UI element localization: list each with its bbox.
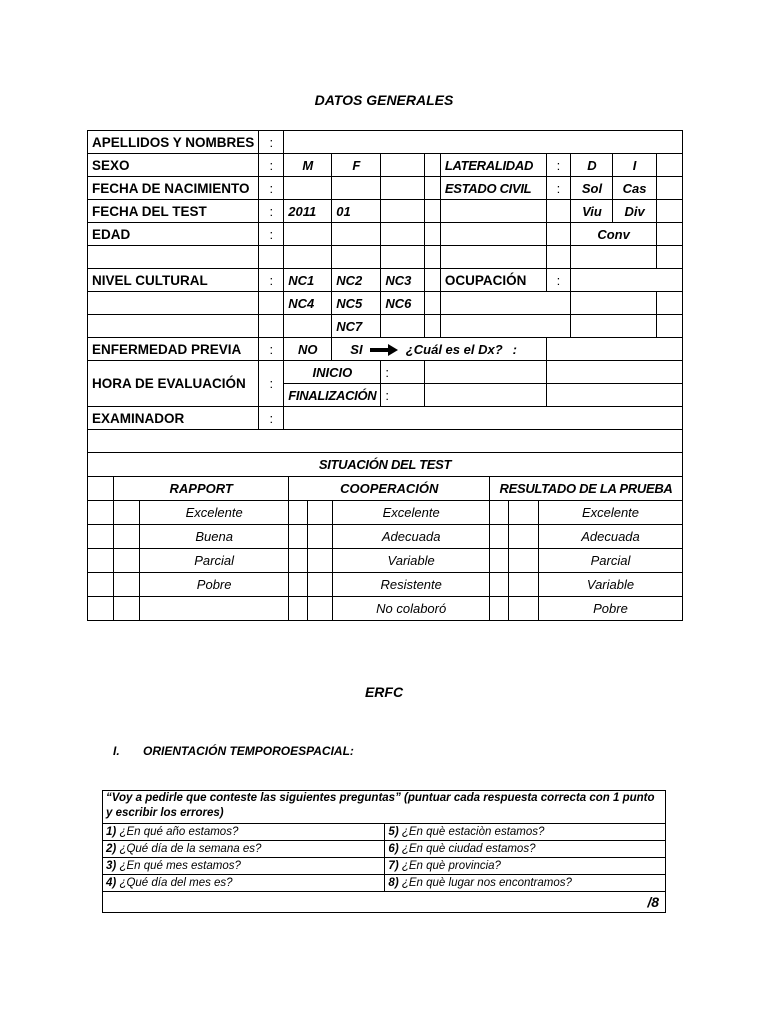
- colon: :: [259, 407, 284, 430]
- label-hora-evaluacion: HORA DE EVALUACIÓN: [88, 361, 259, 407]
- enfermedad-si[interactable]: SI: [350, 341, 363, 357]
- resultado-option: Parcial: [538, 549, 682, 573]
- resultado-option: Adecuada: [538, 525, 682, 549]
- rapport-check[interactable]: [113, 597, 139, 621]
- question-7: 7) ¿En què provincia?: [385, 858, 666, 875]
- cooperacion-option: Adecuada: [333, 525, 490, 549]
- label-ocupacion: OCUPACIÓN: [440, 269, 546, 292]
- label-enfermedad-previa: ENFERMEDAD PREVIA: [88, 338, 259, 361]
- label-inicio: INICIO: [284, 361, 381, 384]
- label-edad: EDAD: [88, 223, 259, 246]
- nivel-nc4[interactable]: NC4: [284, 292, 332, 315]
- nivel-nc3[interactable]: NC3: [381, 269, 425, 292]
- label-fecha-nacimiento: FECHA DE NACIMIENTO: [88, 177, 259, 200]
- erfc-title: ERFC: [364, 684, 404, 700]
- rapport-check[interactable]: [88, 573, 114, 597]
- resultado-check[interactable]: [508, 549, 538, 573]
- resultado-check[interactable]: [490, 549, 509, 573]
- colon: :: [259, 154, 284, 177]
- label-apellidos: APELLIDOS Y NOMBRES: [88, 131, 259, 154]
- cooperacion-check[interactable]: [289, 573, 308, 597]
- rapport-option: Parcial: [139, 549, 289, 573]
- question-4: 4) ¿Qué día del mes es?: [103, 875, 385, 892]
- lateralidad-i[interactable]: I: [613, 154, 656, 177]
- situacion-title: SITUACIÓN DEL TEST: [88, 453, 683, 477]
- question-1: 1) ¿En qué año estamos?: [103, 824, 385, 841]
- header-rapport: RAPPORT: [113, 477, 289, 501]
- label-nivel-cultural: NIVEL CULTURAL: [88, 269, 259, 292]
- section-title: ORIENTACIÓN TEMPOROESPACIAL:: [143, 744, 354, 758]
- rapport-check[interactable]: [113, 573, 139, 597]
- question-5: 5) ¿En què estaciòn estamos?: [385, 824, 666, 841]
- examinador-field[interactable]: [284, 407, 683, 430]
- score-field[interactable]: /8: [103, 892, 666, 913]
- cooperacion-check[interactable]: [289, 549, 308, 573]
- resultado-option: Pobre: [538, 597, 682, 621]
- colon: :: [546, 154, 571, 177]
- label-finalizacion: FINALIZACIÓN: [284, 384, 381, 407]
- colon: :: [259, 223, 284, 246]
- resultado-check[interactable]: [508, 597, 538, 621]
- finalizacion-field[interactable]: [425, 384, 547, 407]
- question-8: 8) ¿En què lugar nos encontramos?: [385, 875, 666, 892]
- nivel-nc6[interactable]: NC6: [381, 292, 425, 315]
- question-6: 6) ¿En què ciudad estamos?: [385, 841, 666, 858]
- instruction-text: “Voy a pedirle que conteste las siguientes preguntas” (puntuar cada respuesta correcta con 1 punto y escribir los errores): [103, 791, 666, 824]
- enfermedad-no[interactable]: NO: [284, 338, 332, 361]
- label-lateralidad: LATERALIDAD: [440, 154, 546, 177]
- arrow-right-icon: [370, 344, 398, 356]
- resultado-check[interactable]: [508, 501, 538, 525]
- rapport-check[interactable]: [88, 501, 114, 525]
- section-number: I.: [113, 744, 120, 758]
- final-colon-cell: :: [381, 384, 425, 407]
- fecha-test-month[interactable]: 01: [332, 200, 381, 223]
- cooperacion-check[interactable]: [308, 525, 333, 549]
- resultado-check[interactable]: [490, 597, 509, 621]
- sexo-f[interactable]: F: [332, 154, 381, 177]
- inicio-field[interactable]: [425, 361, 547, 384]
- cooperacion-check[interactable]: [308, 549, 333, 573]
- colon: :: [259, 200, 284, 223]
- sexo-m[interactable]: M: [284, 154, 332, 177]
- rapport-option: Buena: [139, 525, 289, 549]
- cooperacion-option: No colaboró: [333, 597, 490, 621]
- ocupacion-field[interactable]: [571, 269, 683, 292]
- enfermedad-si-cell[interactable]: SI ¿Cuál es el Dx? :: [332, 338, 546, 361]
- estado-viu[interactable]: Viu: [571, 200, 613, 223]
- rapport-check[interactable]: [113, 525, 139, 549]
- estado-div[interactable]: Div: [613, 200, 656, 223]
- header-resultado: RESULTADO DE LA PRUEBA: [490, 477, 683, 501]
- nivel-nc2[interactable]: NC2: [332, 269, 381, 292]
- cooperacion-option: Resistente: [333, 573, 490, 597]
- question-2: 2) ¿Qué día de la semana es?: [103, 841, 385, 858]
- resultado-check[interactable]: [490, 573, 509, 597]
- label-sexo: SEXO: [88, 154, 259, 177]
- rapport-option: Excelente: [139, 501, 289, 525]
- dx-field[interactable]: [546, 338, 683, 361]
- estado-sol[interactable]: Sol: [571, 177, 613, 200]
- colon: :: [546, 177, 571, 200]
- cooperacion-option: Variable: [333, 549, 490, 573]
- label-cual-dx: ¿Cuál es el Dx?: [405, 341, 503, 357]
- cooperacion-check[interactable]: [289, 525, 308, 549]
- colon: :: [546, 269, 571, 292]
- cooperacion-check[interactable]: [289, 597, 308, 621]
- label-fecha-test: FECHA DEL TEST: [88, 200, 259, 223]
- label-estado-civil: ESTADO CIVIL: [440, 177, 546, 200]
- resultado-check[interactable]: [508, 525, 538, 549]
- colon: :: [259, 177, 284, 200]
- estado-cas[interactable]: Cas: [613, 177, 656, 200]
- resultado-option: Excelente: [538, 501, 682, 525]
- datos-generales-table: [87, 130, 683, 453]
- resultado-check[interactable]: [508, 573, 538, 597]
- colon: :: [259, 269, 284, 292]
- fecha-test-year[interactable]: 2011: [284, 200, 332, 223]
- rapport-check[interactable]: [113, 501, 139, 525]
- resultado-option: Variable: [538, 573, 682, 597]
- cooperacion-check[interactable]: [308, 597, 333, 621]
- estado-conv[interactable]: Conv: [571, 223, 656, 246]
- cooperacion-check[interactable]: [308, 501, 333, 525]
- nivel-nc7[interactable]: NC7: [332, 315, 381, 338]
- label-examinador: EXAMINADOR: [88, 407, 259, 430]
- colon: :: [259, 361, 284, 407]
- colon: :: [259, 131, 284, 154]
- inicio-colon-cell: :: [381, 361, 425, 384]
- resultado-check[interactable]: [490, 501, 509, 525]
- rapport-check[interactable]: [113, 549, 139, 573]
- orientacion-table: [102, 790, 666, 913]
- resultado-check[interactable]: [490, 525, 509, 549]
- nivel-nc1[interactable]: NC1: [284, 269, 332, 292]
- cooperacion-option: Excelente: [333, 501, 490, 525]
- apellidos-field[interactable]: [284, 131, 683, 154]
- question-3: 3) ¿En qué mes estamos?: [103, 858, 385, 875]
- rapport-check[interactable]: [88, 525, 114, 549]
- rapport-option: Pobre: [139, 573, 289, 597]
- situacion-table: [87, 452, 683, 621]
- header-cooperacion: COOPERACIÓN: [289, 477, 490, 501]
- rapport-check[interactable]: [88, 597, 114, 621]
- cooperacion-check[interactable]: [308, 573, 333, 597]
- lateralidad-d[interactable]: D: [571, 154, 613, 177]
- colon: :: [259, 338, 284, 361]
- cooperacion-check[interactable]: [289, 501, 308, 525]
- rapport-check[interactable]: [88, 549, 114, 573]
- rapport-option: [139, 597, 289, 621]
- page-title: DATOS GENERALES: [314, 92, 454, 108]
- nivel-nc5[interactable]: NC5: [332, 292, 381, 315]
